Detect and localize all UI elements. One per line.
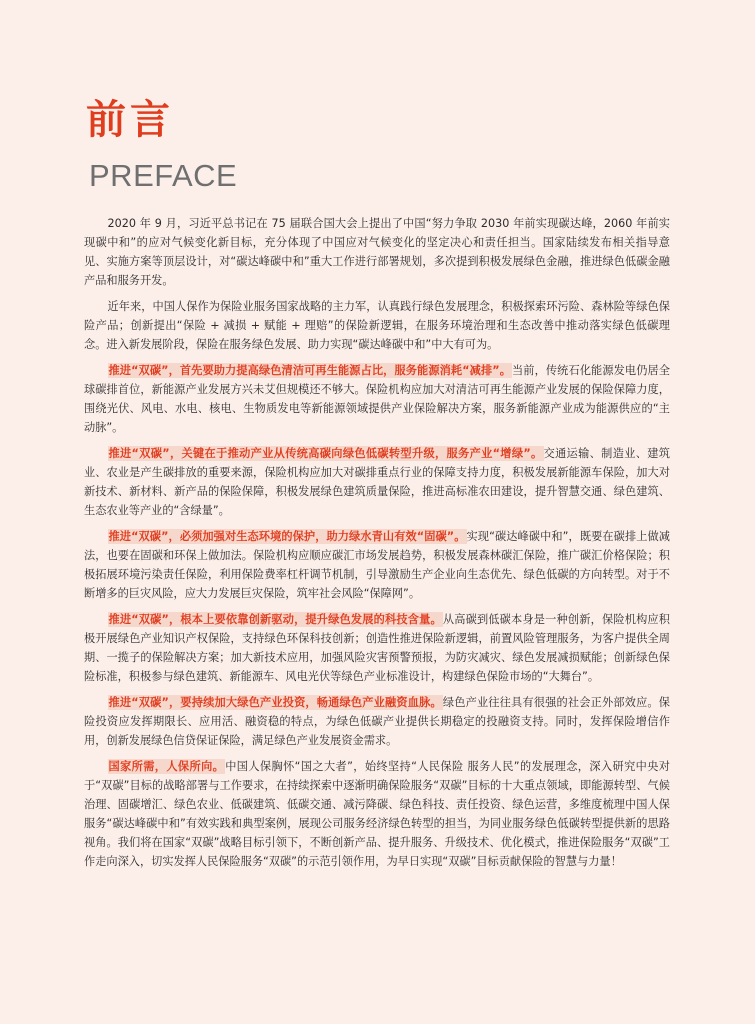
paragraph-lead: 推进“双碳”，关键在于推动产业从传统高碳向绿色低碳转型升级，服务产业“增绿”。 <box>108 447 543 460</box>
paragraph-text: 从高碳到低碳本身是一种创新，保险机构应积极开展绿色产业知识产权保险，支持绿色环保科技创新；创造性推进保险新逻辑，前置风险管理服务，为客户提供全周期、一揽子的保险解决方案；加大新技术应用，加强风险灾害预警预报，为防灾减灾、绿色发展减损赋能；创新绿色保险标准，积极参与绿色建筑、新能源车、风电光伏等绿色产业标准设计，构建绿色保险市场的“大舞台”。 <box>84 613 670 683</box>
paragraph-text: 2020 年 9 月，习近平总书记在 75 届联合国大会上提出了中国“努力争取 2030 年前实现碳达峰，2060 年前实现碳中和”的应对气候变化新目标，充分体现了中国应对气候变化的坚定决心和责任担当。国家陆续发布相关指导意见、实施方案等顶层设计，对“碳达峰碳中和”重大工作进行部署规划，多次提到积极发展绿色金融，推进绿色低碳金融产品和服务开发。 <box>84 217 670 287</box>
page-title: 前言 <box>86 97 174 143</box>
paragraph-text: 近年来，中国人保作为保险业服务国家战略的主力军，认真践行绿色发展理念，积极探索环污险、森林险等绿色保险产品；创新提出“保险 + 减损 + 赋能 + 理赔”的保险新逻辑，在服务环境治理和生态改善中推动落实绿色低碳理念。进入新发展阶段，保险在服务绿色发展、助力实现“碳达峰碳中和”中大有可为。 <box>84 300 670 351</box>
paragraph <box>84 527 670 603</box>
paragraph-text: 中国人保胸怀“国之大者”，始终坚持“人民保险 服务人民”的发展理念，深入研究中央对于“双碳”目标的战略部署与工作要求，在持续探索中逐渐明确保险服务“双碳”目标的十大重点领域，即能源转型、气候治理、固碳增汇、绿色农业、低碳建筑、低碳交通、减污降碳、绿色科技、责任投资、绿色运营，多维度梳理中国人保服务“碳达峰碳中和”有效实践和典型案例，展现公司服务经济绿色转型的担当，为同业服务绿色低碳转型提供新的思路视角。我们将在国家“双碳”战略目标引领下，不断创新产品、提升服务、升级技术、优化模式，推进保险服务“双碳”工作走向深入，切实发挥人民保险服务“双碳”的示范引领作用，为早日实现“双碳”目标贡献保险的智慧与力量！ <box>84 760 670 868</box>
paragraph <box>84 214 670 290</box>
paragraph <box>84 297 670 354</box>
paragraph-text: 交通运输、制造业、建筑业、农业是产生碳排放的重要来源，保险机构应加大对碳排重点行业的保障支持力度，积极发展新能源车保险，加大对新技术、新材料、新产品的保险保障，积极发展绿色建筑质量保险，推进高标准农田建设，提升智慧交通、绿色建筑、生态农业等产业的“含绿量”。 <box>84 447 670 517</box>
paragraph-lead: 推进“双碳”，要持续加大绿色产业投资，畅通绿色产业融资血脉。 <box>108 696 442 709</box>
paragraph-text: 当前，传统石化能源发电仍居全球碳排首位，新能源产业发展方兴未艾但规模还不够大。保险机构应加大对清洁可再生能源产业发展的保险保障力度，围绕光伏、风电、水电、核电、生物质发电等新能源领域提供产业保险解决方案，服务新能源产业成为能源供应的“主动脉”。 <box>84 364 670 434</box>
paragraph-lead: 推进“双碳”，首先要助力提高绿色清洁可再生能源占比，服务能源消耗“减排”。 <box>108 364 511 377</box>
paragraph <box>84 757 670 871</box>
paragraph-lead: 推进“双碳”，根本上要依靠创新驱动，提升绿色发展的科技含量。 <box>108 613 442 626</box>
paragraph-text: 绿色产业往往具有很强的社会正外部效应。保险投资应发挥期限长、应用活、融资稳的特点，为绿色低碳产业提供长期稳定的投融资支持。同时，发挥保险增信作用，创新发展绿色信贷保证保险，满足绿色产业发展资金需求。 <box>84 696 670 747</box>
paragraph-lead: 国家所需，人保所向。 <box>108 760 225 773</box>
page-subtitle: PREFACE <box>89 158 238 193</box>
preface-body <box>84 214 670 878</box>
paragraph <box>84 444 670 520</box>
paragraph <box>84 361 670 437</box>
paragraph <box>84 610 670 686</box>
paragraph-text: 实现“碳达峰碳中和”，既要在碳排上做减法，也要在固碳和环保上做加法。保险机构应顺应碳汇市场发展趋势，积极发展森林碳汇保险，推广碳汇价格保险；积极拓展环境污染责任保险，利用保险费率杠杆调节机制，引导激励生产企业向生态优先、绿色低碳的方向转型。对于不断增多的巨灾风险，应大力发展巨灾保险，筑牢社会风险“保障网”。 <box>84 530 670 600</box>
paragraph-lead: 推进“双碳”，必须加强对生态环境的保护，助力绿水青山有效“固碳”。 <box>108 530 466 543</box>
paragraph <box>84 693 670 750</box>
